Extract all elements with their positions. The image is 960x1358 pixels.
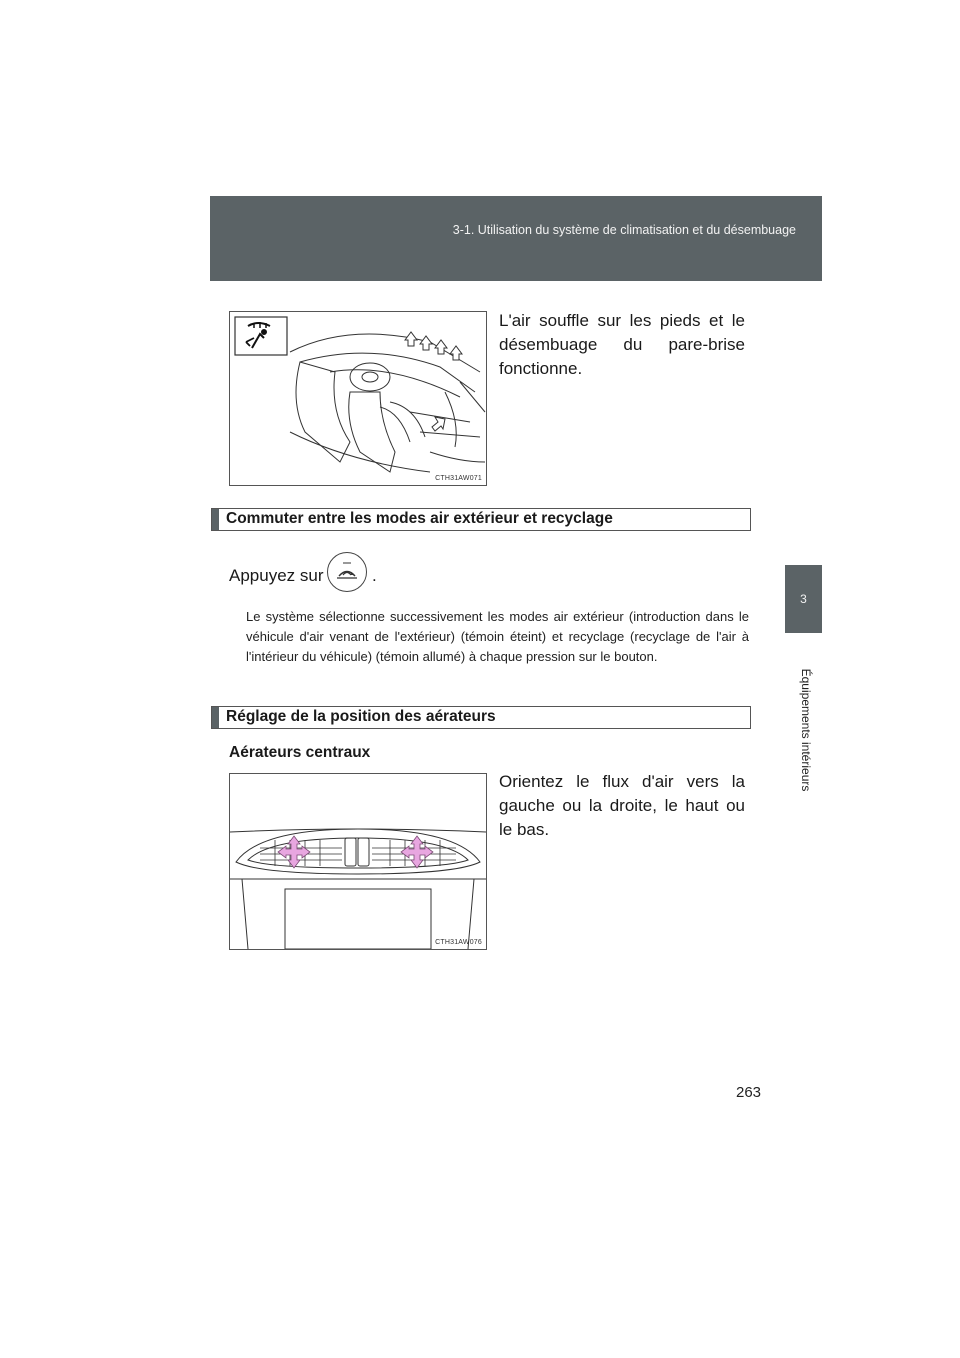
figure-center-vents [229,773,487,950]
air-recirculation-icon [328,553,366,591]
section-title: Commuter entre les modes air extérieur et recyclage [226,510,613,527]
vents-subheading: Aérateurs centraux [229,744,371,761]
figure-code: CTH31AW076 [435,939,482,946]
page-number: 263 [736,1084,762,1101]
section-title-bar [211,508,751,531]
vents-description: Orientez le flux d'air vers la gauche ou la droite, le haut ou le bas. [499,772,745,839]
chapter-number: 3 [800,592,807,606]
press-text: Appuyez sur [229,566,324,585]
chapter-tab [785,565,822,633]
figure1-description: L'air souffle sur les pieds et le désembuage du pare-brise fonctionne. [499,311,745,378]
chapter-label-text: Équipements intérieurs [799,668,813,792]
press-instruction [229,566,324,586]
section-title: Réglage de la position des aérateurs [226,708,496,725]
center-vents-illustration [230,774,486,949]
car-interior-illustration [230,312,486,485]
section-accent [212,707,219,728]
section-accent [212,509,219,530]
recirculation-button [327,552,367,592]
section-header-title: 3-1. Utilisation du système de climatisation et du désembuage [452,223,796,237]
recirculation-description: Le système sélectionne successivement les modes air extérieur (introduction dans le véhicule d'air venant de l'extérieur) (témoin éteint) et recyclage (recyclage de l'air à l'intérieur du véhicule) (témoin allumé) à chaque pression sur le bouton. [246,609,749,664]
figure-code: CTH31AW071 [435,475,482,482]
press-period: . [372,566,377,585]
figure-floor-defrost [229,311,487,486]
header-band [210,196,822,281]
section-title-bar [211,706,751,729]
chapter-label [797,640,815,820]
